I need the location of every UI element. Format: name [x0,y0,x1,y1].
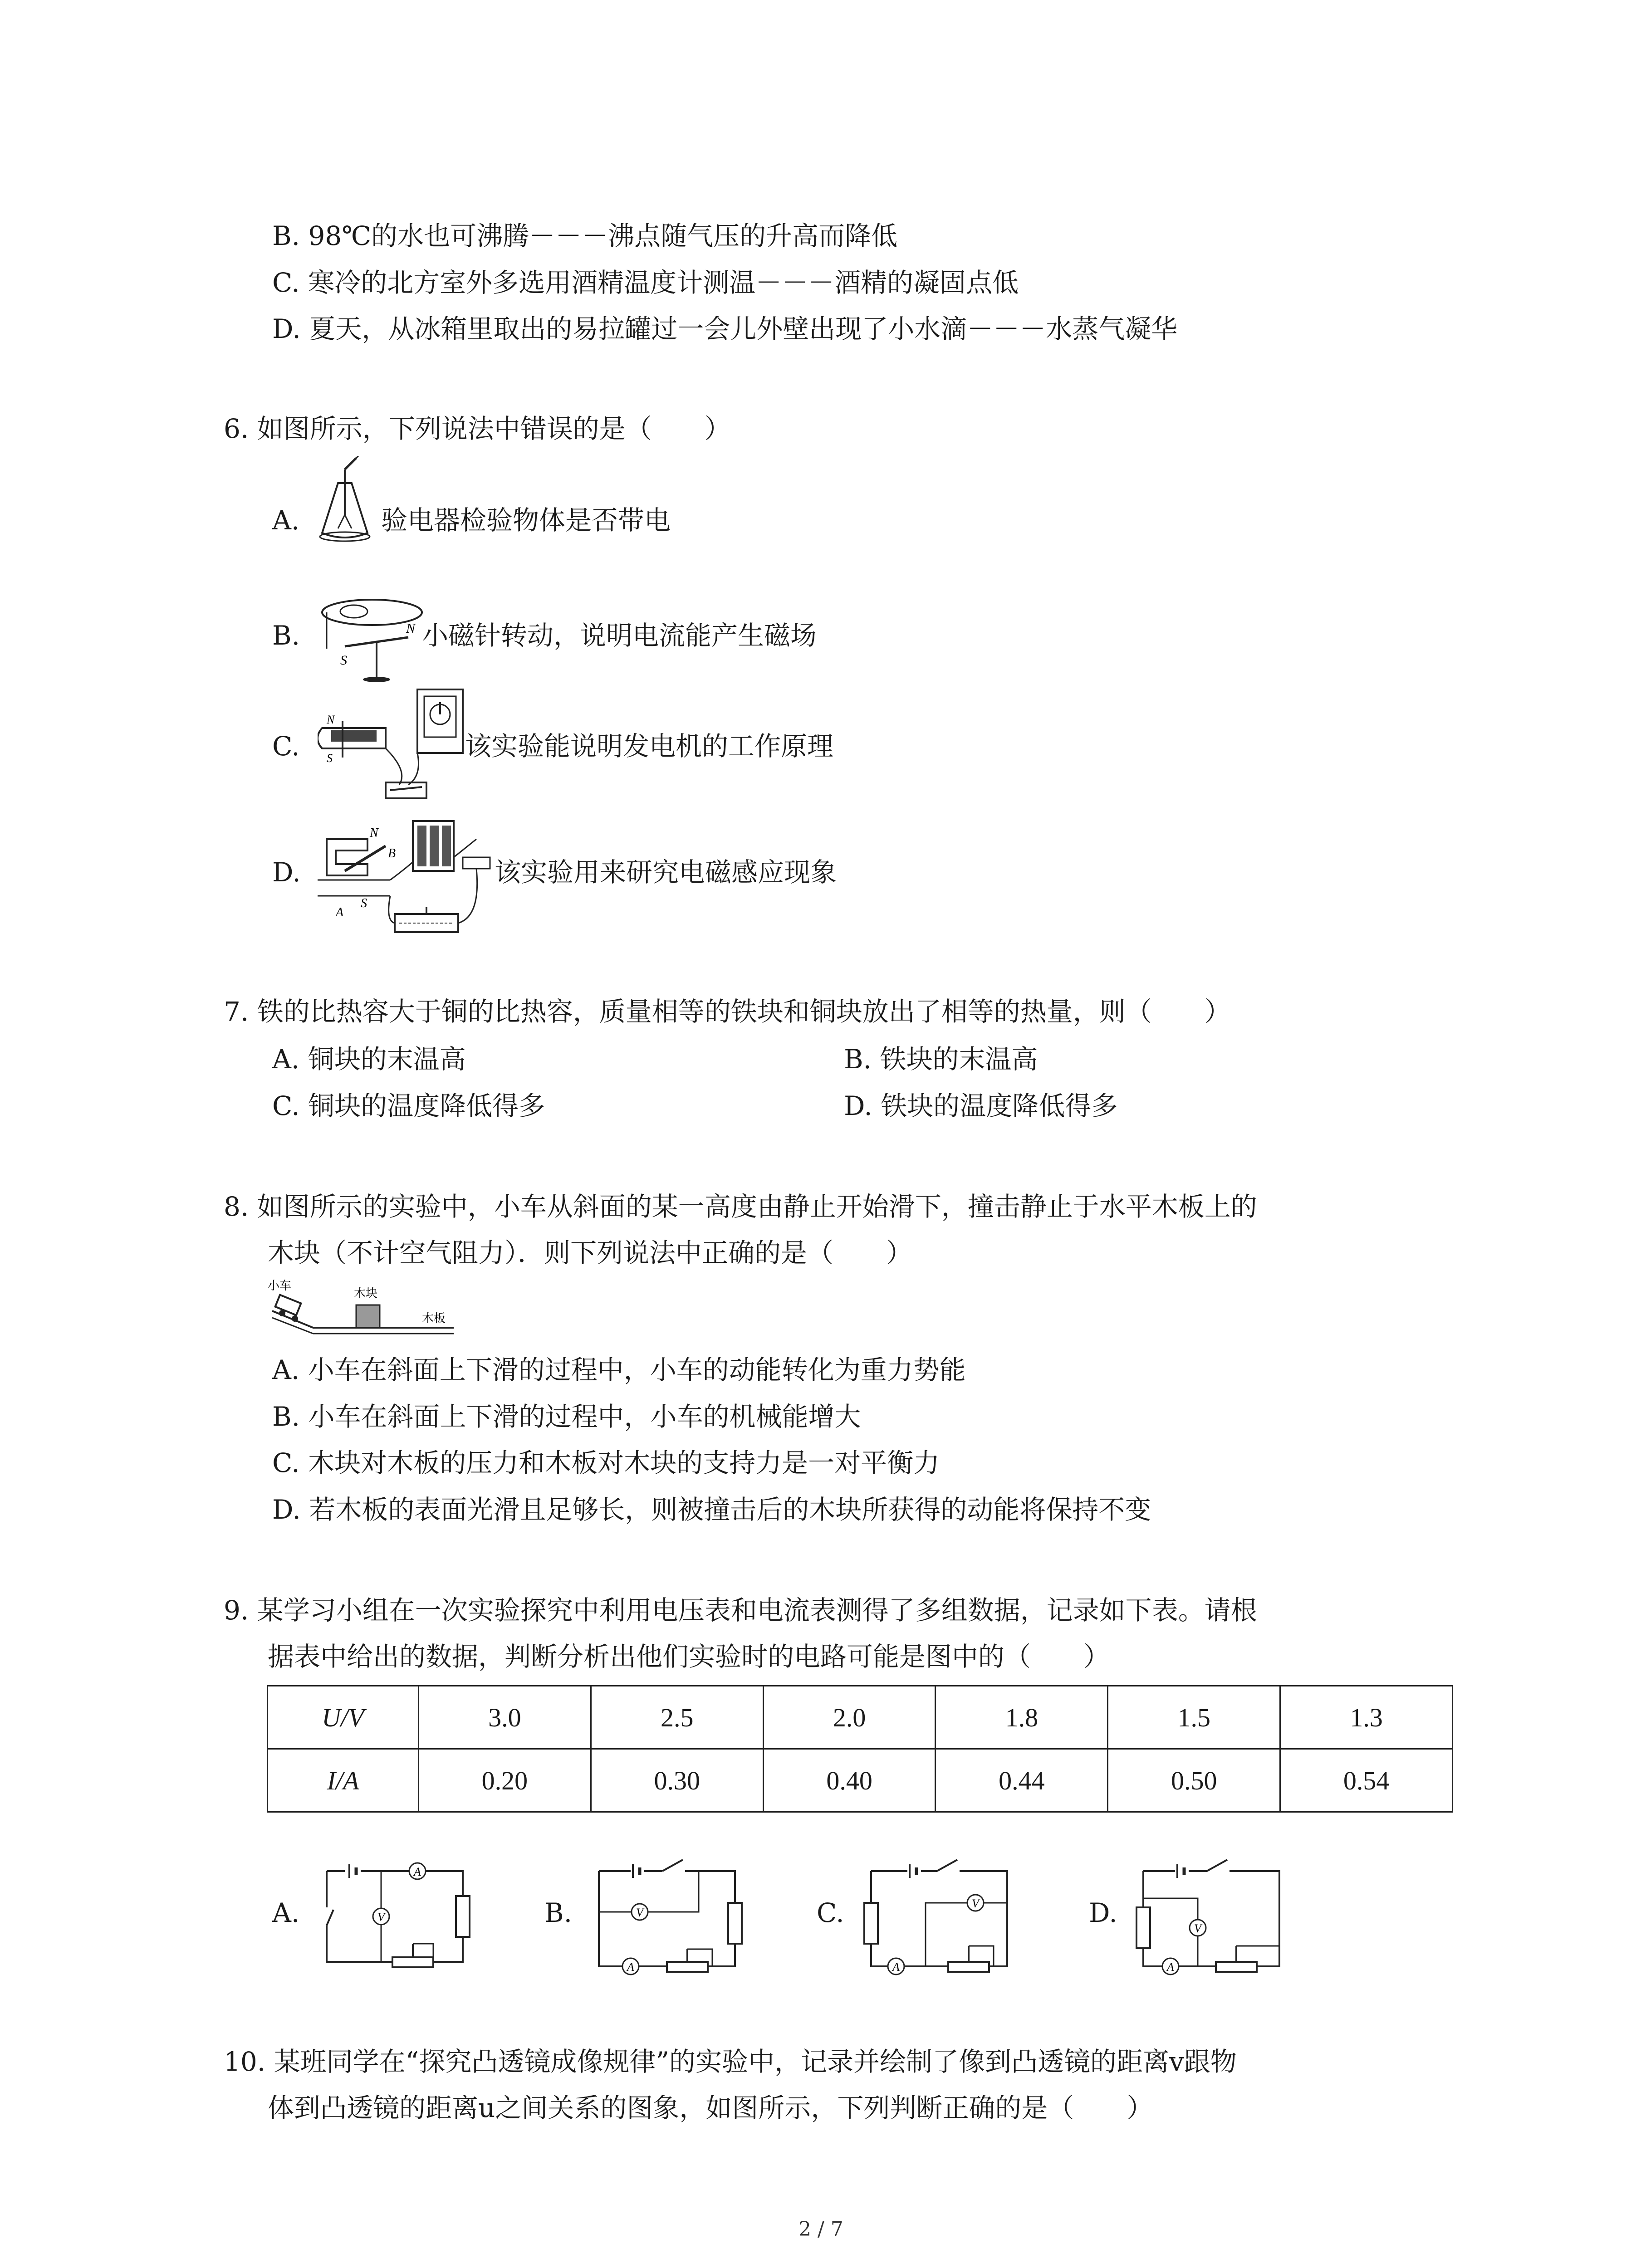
q5-option-c: C. 寒冷的北方室外多选用酒精温度计测温－－－酒精的凝固点低 [272,267,1019,298]
q6-label-c: C. [272,731,300,762]
table-cell: 0.40 [763,1749,936,1812]
table-cell: 0.54 [1280,1749,1453,1812]
table-cell: 0.50 [1108,1749,1280,1812]
meter-a-label: A [1167,1960,1174,1974]
q9-stem-line1: 9. 某学习小组在一次实验探究中利用电压表和电流表测得了多组数据，记录如下表。请根 [224,1595,1257,1626]
fig-d-n-label: N [370,826,378,840]
fig-d-s-label: S [361,896,367,910]
fig-d-b-label: B [388,846,396,860]
meter-v-label: V [636,1906,643,1919]
q8-option-b: B. 小车在斜面上下滑的过程中，小车的机械能增大 [272,1401,861,1432]
circuit-d-figure [1134,1853,1288,1984]
q6-text-c: 该实验能说明发电机的工作原理 [465,731,834,762]
q8-option-a: A. 小车在斜面上下滑的过程中，小车的动能转化为重力势能 [272,1354,966,1385]
fig-board-label: 木板 [422,1312,446,1325]
q10-stem-line1: 10. 某班同学在“探究凸透镜成像规律”的实验中，记录并绘制了像到凸透镜的距离v跟物 [224,2046,1237,2077]
oersted-experiment-figure [318,590,426,685]
circuit-a-figure [318,1853,472,1973]
meter-a-label: A [414,1865,421,1878]
table-header-current: I/A [268,1749,419,1812]
page-number: 2 / 7 [798,2218,843,2241]
fig-b-n-label: N [406,621,416,636]
generator-principle-figure [318,685,467,807]
table-row [268,1749,1453,1812]
table-cell: 0.30 [591,1749,763,1812]
circuit-b-figure [590,1853,744,1984]
table-cell: 2.5 [591,1686,763,1749]
table-cell: 0.44 [936,1749,1108,1812]
q10-stem-line2: 体到凸透镜的距离u之间关系的图象，如图所示，下列判断正确的是（ ） [268,2092,1153,2123]
meter-v-label: V [377,1911,385,1924]
motor-experiment-figure [318,812,495,943]
table-cell: 0.20 [419,1749,591,1812]
q5-option-d: D. 夏天，从冰箱里取出的易拉罐过一会儿外壁出现了小水滴－－－水蒸气凝华 [272,313,1178,344]
q8-stem-line1: 8. 如图所示的实验中，小车从斜面的某一高度由静止开始滑下，撞击静止于水平木板上的 [224,1191,1257,1222]
meter-v-label: V [972,1897,979,1910]
q9-label-a: A. [272,1897,300,1928]
q8-option-c: C. 木块对木板的压力和木板对木块的支持力是一对平衡力 [272,1447,940,1478]
cart-incline-figure [268,1277,458,1336]
fig-d-a-label: A [336,905,344,919]
electroscope-figure [313,456,377,547]
fig-block-label: 木块 [354,1287,378,1300]
q7-option-c: C. 铜块的温度降低得多 [272,1090,545,1121]
q9-label-b: B. [544,1897,573,1928]
q6-label-a: A. [272,505,300,536]
fig-car-label: 小车 [268,1279,292,1293]
circuit-c-figure [862,1853,1016,1984]
q6-text-a: 验电器检验物体是否带电 [381,505,671,536]
q5-option-b: B. 98℃的水也可沸腾－－－沸点随气压的升高而降低 [272,220,898,251]
table-cell: 1.8 [936,1686,1108,1749]
q7-stem: 7. 铁的比热容大于铜的比热容，质量相等的铁块和铜块放出了相等的热量，则（ ） [224,996,1231,1027]
meter-v-label: V [1194,1922,1201,1935]
q6-stem: 6. 如图所示，下列说法中错误的是（ ） [224,413,731,444]
q6-text-b: 小磁针转动，说明电流能产生磁场 [422,620,817,651]
table-row [268,1686,1453,1749]
q8-stem-line2: 木块（不计空气阻力）．则下列说法中正确的是（ ） [268,1237,913,1268]
table-cell: 2.0 [763,1686,936,1749]
table-cell: 1.3 [1280,1686,1453,1749]
meter-a-label: A [627,1960,634,1974]
fig-c-s-label: S [327,752,333,765]
q6-label-b: B. [272,620,300,651]
table-cell: 3.0 [419,1686,591,1749]
q7-option-d: D. 铁块的温度降低得多 [844,1090,1118,1121]
q8-option-d: D. 若木板的表面光滑且足够长，则被撞击后的木块所获得的动能将保持不变 [272,1494,1151,1525]
q6-text-d: 该实验用来研究电磁感应现象 [495,857,837,888]
meter-a-label: A [892,1960,900,1974]
q7-option-a: A. 铜块的末温高 [272,1044,466,1075]
q9-stem-line2: 据表中给出的数据，判断分析出他们实验时的电路可能是图中的（ ） [268,1641,1110,1672]
q9-label-d: D. [1089,1897,1117,1928]
table-header-voltage: U/V [268,1686,419,1749]
table-cell: 1.5 [1108,1686,1280,1749]
q9-label-c: C. [817,1897,844,1928]
q6-label-d: D. [272,857,301,888]
fig-c-n-label: N [327,713,335,726]
q7-option-b: B. 铁块的末温高 [844,1044,1038,1075]
data-table [267,1685,1453,1813]
fig-b-s-label: S [340,653,347,668]
